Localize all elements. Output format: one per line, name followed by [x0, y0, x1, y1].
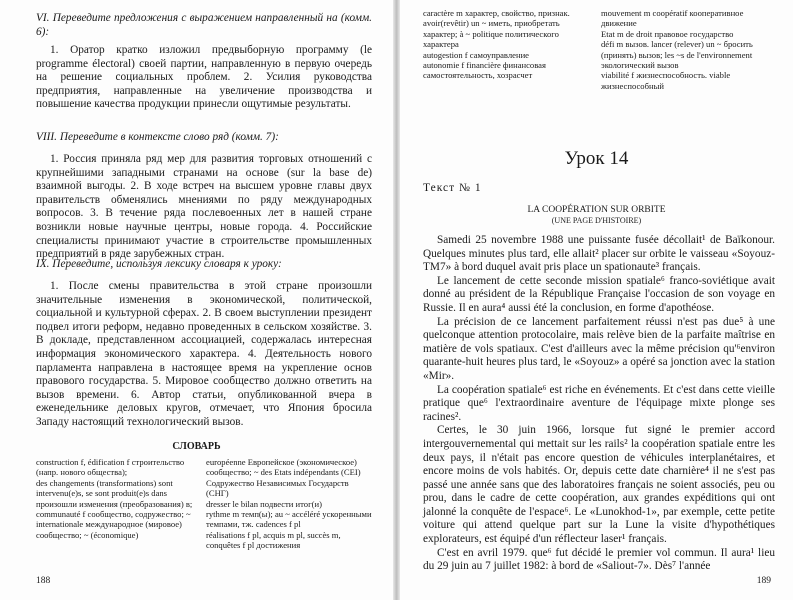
exercise-ix-heading: IX. Переведите, используя лексику словаря к уроку: [36, 258, 282, 270]
vocabulary-column-left [36, 457, 200, 540]
vocab-entry: mouvement m coopératif кооперативное движение [601, 8, 744, 29]
article-paragraph: C'est en avril 1979. que⁶ fut décidé le premier vol commun. Il aura¹ lieu du 29 juin au 7 juillet 1982: à bord de «Saliout-7». Dès⁷ l'année [423, 546, 775, 573]
exercise-ix-text: 1. После смены правительства в этой стране произошли значительные изменения в экономической, политической, социальной и культурной сферах. 2. В своем выступлении президент подвел итоги реформ, недавно проведенных в сельском хозяйстве. 3. В докладе, представленном ассоциацией, содержалась интересная информация экономического характера. 4. Деятельность нового парламента направлена в настоящее время на укрепление основ правового государства. 5. Мировое сообщество должно ответить на вызов времени. 6. Автор статьи, опубликованной вчера в еженедельнике деловых кругов, отмечает, что Япония бросила Западу настоящий технологический вызов. [36, 280, 372, 428]
exercise-viii-heading: VIII. Переведите в контексте слово ряд (комм. 7): [36, 131, 279, 143]
right-page [400, 0, 793, 600]
vocab-entry: rythme m темп(ы); au ~ accéléré ускоренными темпами, тж. cadences f pl [206, 509, 372, 530]
article-paragraph: Certes, le 30 juin 1966, lorsque fut signé le premier accord intergouvernemental qui mettait sur les rails² la coopération spatiale entre les deux pays, il n'était pas encore question de véhicules interplanétaires, et encore moins de vols habités. Or, depuis cette date charnière⁴ il ne s'est pas passé une année sans que des laboratoires français ne soient associés, peu ou prou, dans le cadre de cette coopération, aux grandes expéditions qui ont jalonné la conquête de l'espace⁶. Le «Lunokhod-1», par exemple, cette petite voiture qui attend quelque part sur la Lune la visite d'hypothétiques explorateurs, est équipé d'un réflecteur laser¹ français. [423, 424, 775, 546]
article-paragraph: La coopération spatiale⁶ est riche en événements. Et c'est dans cette vieille pratique que⁶ l'extraordinaire aventure de l'équipage mixte plonge ses racines². [423, 383, 775, 423]
vocab-entry: des changements (transformations) sont intervenu(e)s, se sont produit(e)s dans произошли изменения (преобразования) в; [36, 477, 193, 509]
vocab-entry: viabilité f жизнеспособность. viable жизнеспособный [601, 70, 731, 91]
vocab-entry: communauté f сообщество, содружество; ~ internationale международное (мировое) сообщество; ~ (économique) [36, 509, 191, 540]
vocabulary-column-left [423, 8, 591, 81]
text-label: Текст № 1 [423, 182, 482, 194]
exercise-vi-text: 1. Оратор кратко изложил предвыборную программу (le programme électoral) своей партии, направленную в первую очередь на решение социальных проблем. 2. Усилия руководства предприятия, направленные на увеличение производства и повышение качества продукции принесли ощутимые результаты. [36, 44, 372, 111]
article-title: LA COOPÉRATION SUR ORBITE [527, 205, 666, 215]
page-number: 189 [756, 576, 771, 586]
vocab-entry: autogestion f самоуправление [423, 49, 529, 60]
exercise-viii-text: 1. Россия приняла ряд мер для развития торговых отношений с крупнейшими западными странами на основе (sur la base de) взаимной выгоды. 2. В ходе встреч на высшем уровне главы двух правительств обменялись мнениями по ряду международных вопросов. 3. В течение ряда послевоенных лет в нашей стране возникли новые научные центры, новые города. 4. Российские специалисты принимают участие в строительстве промышленных предприятий в ряде зарубежных стран. [36, 153, 372, 261]
vocab-entry: construction f, édification f строительство (напр. нового общества); [36, 457, 185, 478]
vocab-entry: dresser le bilan подвести итог(и) [206, 498, 322, 509]
article-paragraph: Samedi 25 novembre 1988 une puissante fusée décollait¹ de Baïkonour. Quelques minutes plus tard, elle allait² placer sur orbite le vaisseau «Soyouz-TM7» à bord duquel avait pris place un spationaute³ français. [423, 234, 775, 274]
vocabulary-column-right [206, 457, 372, 551]
vocabulary-column-right [601, 8, 775, 91]
article-paragraph: Le lancement de cette seconde mission spatiale⁶ franco-soviétique avait donné au président de la République Française l'occasion de son voyage en Russie. Il en aura⁴ aussi été la conclusion, en forme d'apothéose. [423, 274, 775, 314]
book-gutter [393, 0, 400, 600]
vocabulary-title: СЛОВАРЬ [172, 441, 221, 452]
article-body [423, 234, 775, 574]
article-subtitle: (UNE PAGE D'HISTOIRE) [551, 216, 642, 225]
vocab-entry: défi m вызов. lancer (relever) un ~ бросить (принять) вызов; les ~s de l'environnement экологический вызов [601, 39, 753, 71]
vocab-entry: caractère m характер, свойство, признак. avoir(revêtir) un ~ иметь, приобретать характер; à ~ politique политического характера [423, 8, 570, 50]
article-paragraph: La précision de ce lancement parfaitement réussi n'est pas due⁵ à une quelconque attention protocolaire, mais relève bien de la parfaite maîtrise en matière de vols spatiaux. C'est d'ailleurs avec la même précision qu'⁶environ quarante-huit heures plus tard, le «Soyouz» a opéré sa jonction avec la station «Mir». [423, 315, 775, 382]
vocab-entry: autonomie f financière финансовая самостоятельность, хозрасчет [423, 60, 546, 81]
vocab-entry: réalisations f pl, acquis m pl, succès m, conquêtes f pl достижения [206, 529, 341, 551]
exercise-vi-heading: VI. Переведите предложения с выражением направленный на (комм. 6): [36, 12, 372, 38]
vocab-entry: européenne Европейское (экономическое) сообщество; ~ des Etats indépendants (CEI) Содружество Независимых Государств (СНГ) [206, 457, 361, 499]
vocab-entry: Etat m de droit правовое государство [601, 28, 734, 39]
lesson-title: Урок 14 [564, 148, 629, 169]
left-page [0, 0, 393, 600]
page-number: 188 [36, 576, 51, 586]
